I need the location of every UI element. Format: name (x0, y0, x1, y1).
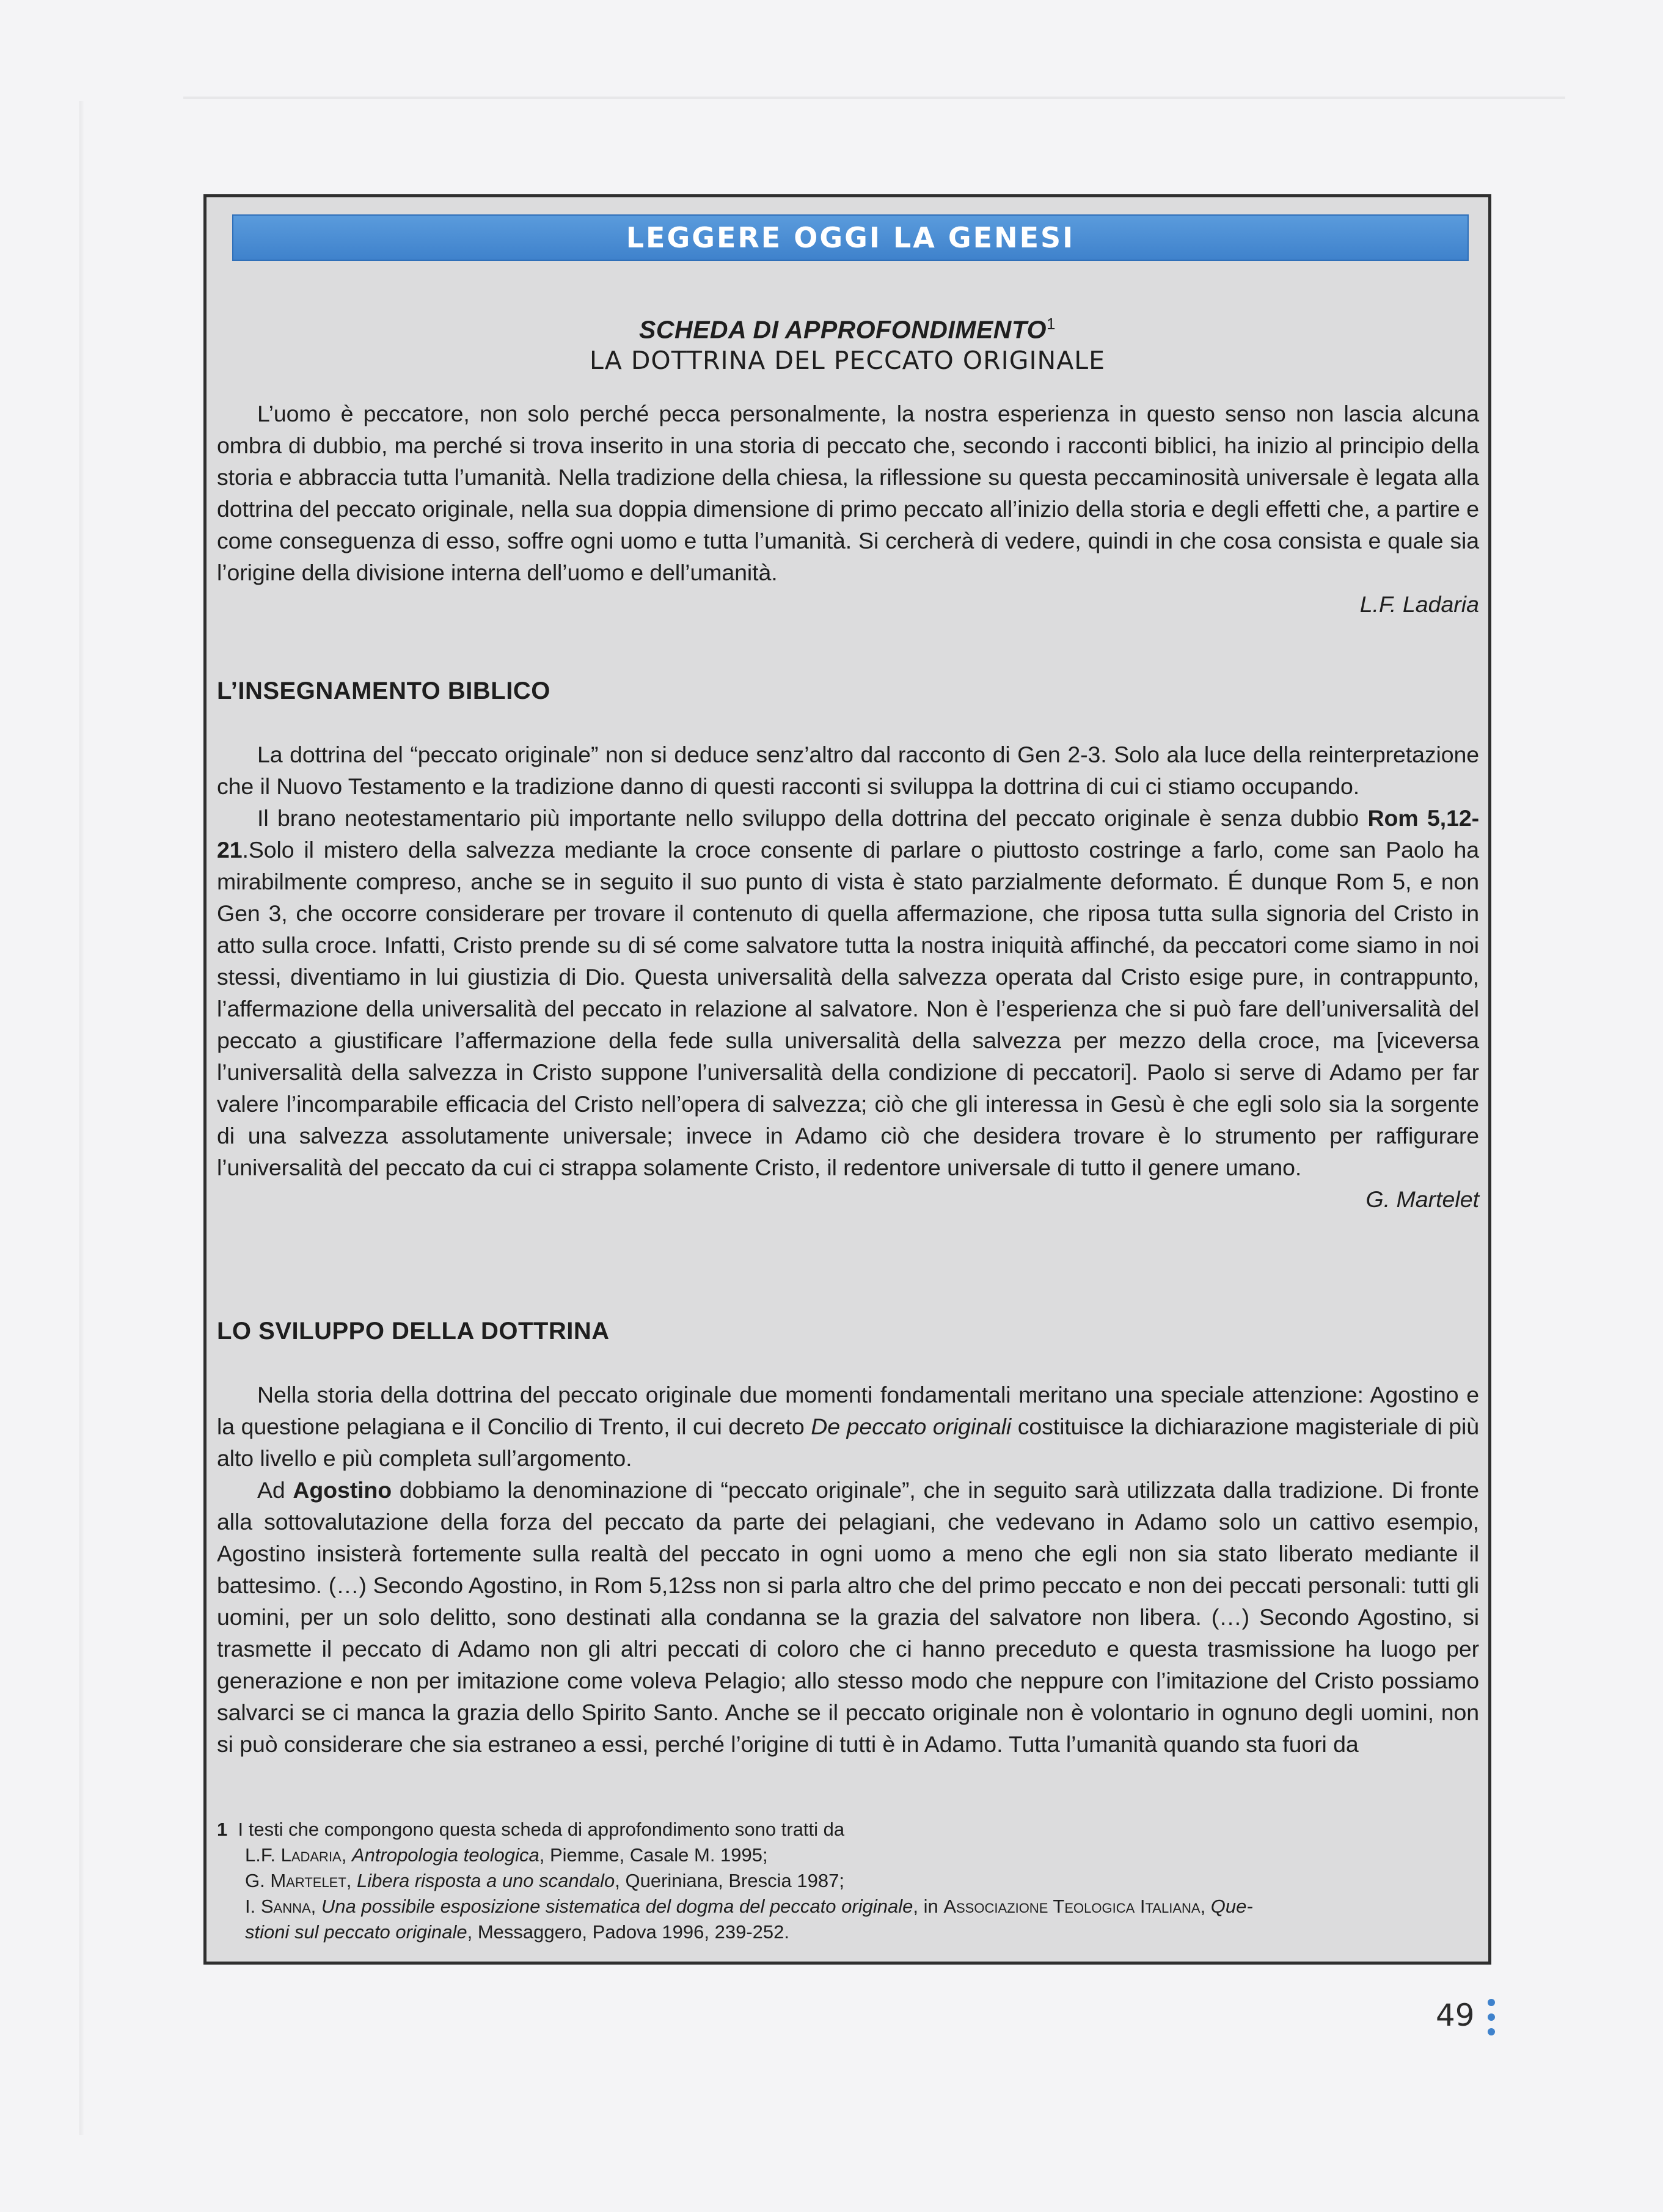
ref3-organization: Associazione Teologica Italiana (943, 1896, 1201, 1917)
doctrine-p1-before: Nella storia della dottrina del peccato originale due momenti fondamentali meritano una speciale attenzione: Agostino e la questione pelagiana e il Concilio di Trento, il cui decreto (217, 1382, 1479, 1439)
intro-section (217, 398, 1479, 620)
ref2-title: Libera risposta a uno scandalo (357, 1870, 615, 1891)
doctrine-p2-before: Ad (257, 1477, 293, 1503)
header-banner (232, 214, 1469, 261)
section-heading-biblical: L’INSEGNAMENTO BIBLICO (217, 677, 550, 704)
decree-title: De peccato originali (811, 1414, 1012, 1439)
footnote-line-1 (217, 1817, 1479, 1842)
ref3-title2-part2: stioni sul peccato originale (245, 1921, 467, 1943)
footnote-ref-3: I. Sanna, Una possibile esposizione sistematica del dogma del peccato originale, in Associazione Teologica Italiana, Que- (245, 1896, 1253, 1917)
ref1-author: L.F. Ladaria (245, 1844, 342, 1866)
doctrine-p1-after: costituisce la dichiarazione magisteriale di più alto livello e più completa sull’argomento. (217, 1414, 1479, 1471)
footnotes (217, 1817, 1479, 1945)
footnote-ref-1: L.F. Ladaria, Antropologia teologica, Piemme, Casale M. 1995; (245, 1844, 768, 1866)
biblical-paragraph-1: La dottrina del “peccato originale” non si deduce senz’altro dal racconto di Gen 2-3. Solo ala luce della reinterpretazione che il Nuovo Testamento e la tradizione danno di questi racconti si sviluppa la dottrina di cui ci stiamo occupando. (217, 742, 1479, 799)
ref3-publisher: Messaggero, Padova 1996, 239-252. (477, 1921, 789, 1943)
page-edge (183, 97, 1565, 99)
dots-ornament-icon (1488, 1999, 1496, 2035)
scheda-title-text: SCHEDA DI APPROFONDIMENTO (639, 315, 1047, 344)
ornament-dot (1488, 2013, 1495, 2021)
footnote-ref: 1 (1047, 315, 1056, 333)
intro-author: L.F. Ladaria (1359, 591, 1479, 617)
agostino-name: Agostino (293, 1477, 392, 1503)
ref2-author: G. Martelet (245, 1870, 346, 1891)
footnote-ref-2: G. Martelet, Libera risposta a uno scandalo, Queriniana, Brescia 1987; (245, 1870, 844, 1891)
footnote-number: 1 (217, 1819, 228, 1840)
page-fold-shadow (79, 101, 84, 2135)
biblical-section (217, 675, 1479, 1215)
doctrine-section (217, 1315, 1479, 1760)
footnote-intro: I testi che compongono questa scheda di approfondimento sono tratti da (238, 1819, 845, 1840)
ref1-title: Antropologia teologica (351, 1844, 539, 1866)
rom-reference: Rom 5,12-21 (217, 805, 1479, 863)
ref1-publisher: Piemme, Casale M. 1995; (549, 1844, 768, 1866)
main-title: LA DOTTRINA DEL PECCATO ORIGINALE (589, 345, 1106, 375)
banner-title: LEGGERE OGGI LA GENESI (626, 221, 1075, 254)
scheda-title (208, 308, 1487, 345)
page-number: 49 (1436, 1998, 1475, 2033)
ornament-dot (1488, 2028, 1495, 2035)
ref3-title2-part1: Que- (1210, 1896, 1253, 1917)
ornament-dot (1488, 1999, 1495, 2006)
intro-paragraph: L’uomo è peccatore, non solo perché pecca personalmente, la nostra esperienza in questo senso non lascia alcuna ombra di dubbio, ma perché si trova inserito in una storia di peccato che, secondo i racconti biblici, ha inizio al principio della storia e abbraccia tutta l’umanità. Nella tradizione della chiesa, la riflessione su questa peccaminosità universale è legata alla dottrina del peccato originale, nella sua doppia dimensione di primo peccato all’inizio della storia e degli effetti che, a partire e come conseguenza di esso, soffre ogni uomo e tutta l’umanità. Si cercherà di vedere, quindi in che cosa consista e quale sia l’origine della divisione interna dell’uomo e dell’umanità. (217, 401, 1479, 585)
box-content (208, 271, 1487, 376)
ref3-author: I. Sanna (245, 1896, 311, 1917)
section-heading-doctrine: LO SVILUPPO DELLA DOTTRINA (217, 1318, 610, 1345)
ref2-publisher: Queriniana, Brescia 1987; (625, 1870, 844, 1891)
ref3-title: Una possibile esposizione sistematica del dogma del peccato originale (321, 1896, 913, 1917)
biblical-paragraph-2 (217, 802, 1479, 1183)
doctrine-paragraph-2 (217, 1474, 1479, 1760)
doctrine-paragraph-1 (217, 1379, 1479, 1474)
ref3-in: in (923, 1896, 938, 1917)
biblical-author: G. Martelet (1365, 1186, 1479, 1212)
biblical-p2-before: Il brano neotestamentario più importante nello sviluppo della dottrina del peccato originale è senza dubbio (257, 805, 1368, 831)
biblical-p2-after: .Solo il mistero della salvezza mediante la croce consente di parlare o piuttosto costringe a farlo, come san Paolo ha mirabilmente compreso, anche se in seguito il suo punto di vista è stato parzialmente deformato. É dunque Rom 5, e non Gen 3, che occorre considerare per trovare il contenuto di quella affermazione, che riposa tutta sulla signoria del Cristo in atto sulla croce. Infatti, Cristo prende su di sé come salvatore tutta la nostra iniquità affinché, da peccatori come siamo in noi stessi, diventiamo in lui giustizia di Dio. Questa universalità della salvezza operata dal Cristo esige pure, in contrappunto, l’affermazione della universalità del peccato in relazione al salvatore. Non è l’esperienza che si può fare dell’universalità del peccato a giustificare l’affermazione della fede sulla universalità della salvezza per mezzo della croce, ma [viceversa l’universalità della salvezza in Cristo suppone l’universalità della condizione di peccatori]. Paolo si serve di Adamo per far valere l’incomparabile efficacia del Cristo nell’opera di salvezza; ciò che gli interessa in Gesù è che egli solo sia la sorgente di una salvezza assolutamente universale; invece in Adamo ciò che desidera trovare è lo strumento per raffigurare l’universalità del peccato da cui ci strappa solamente Cristo, il redentore universale di tutto il genere umano. (217, 837, 1479, 1180)
doctrine-p2-after: dobbiamo la denominazione di “peccato originale”, che in seguito sarà utilizzata dalla tradizione. Di fronte alla sottovalutazione della forza del peccato da parte dei pelagiani, che vedevano in Adamo solo un cattivo esempio, Agostino insisterà fortemente sulla realtà del peccato in ogni uomo a meno che egli non sia stato liberato mediante il battesimo. (…) Secondo Agostino, in Rom 5,12ss non si parla altro che del primo peccato e non dei peccati personali: tutti gli uomini, per un solo delitto, sono destinati alla condanna se la grazia del salvatore non libera. (…) Secondo Agostino, si trasmette il peccato di Adamo non gli altri peccati di coloro che ci hanno preceduto e questa trasmissione ha luogo per generazione e non per imitazione come voleva Pelagio; allo stesso modo che neppure con l’imitazione del Cristo possiamo salvarci se ci manca la grazia dello Spirito Santo. Anche se il peccato originale non è volontario in ognuno degli uomini, non si può considerare che sia estraneo a essi, perché l’origine di tutti è in Adamo. Tutta l’umanità quando sta fuori da (217, 1477, 1479, 1757)
info-box (203, 194, 1491, 1965)
footnote-ref-3-cont: stioni sul peccato originale, Messaggero, Padova 1996, 239-252. (245, 1921, 789, 1943)
